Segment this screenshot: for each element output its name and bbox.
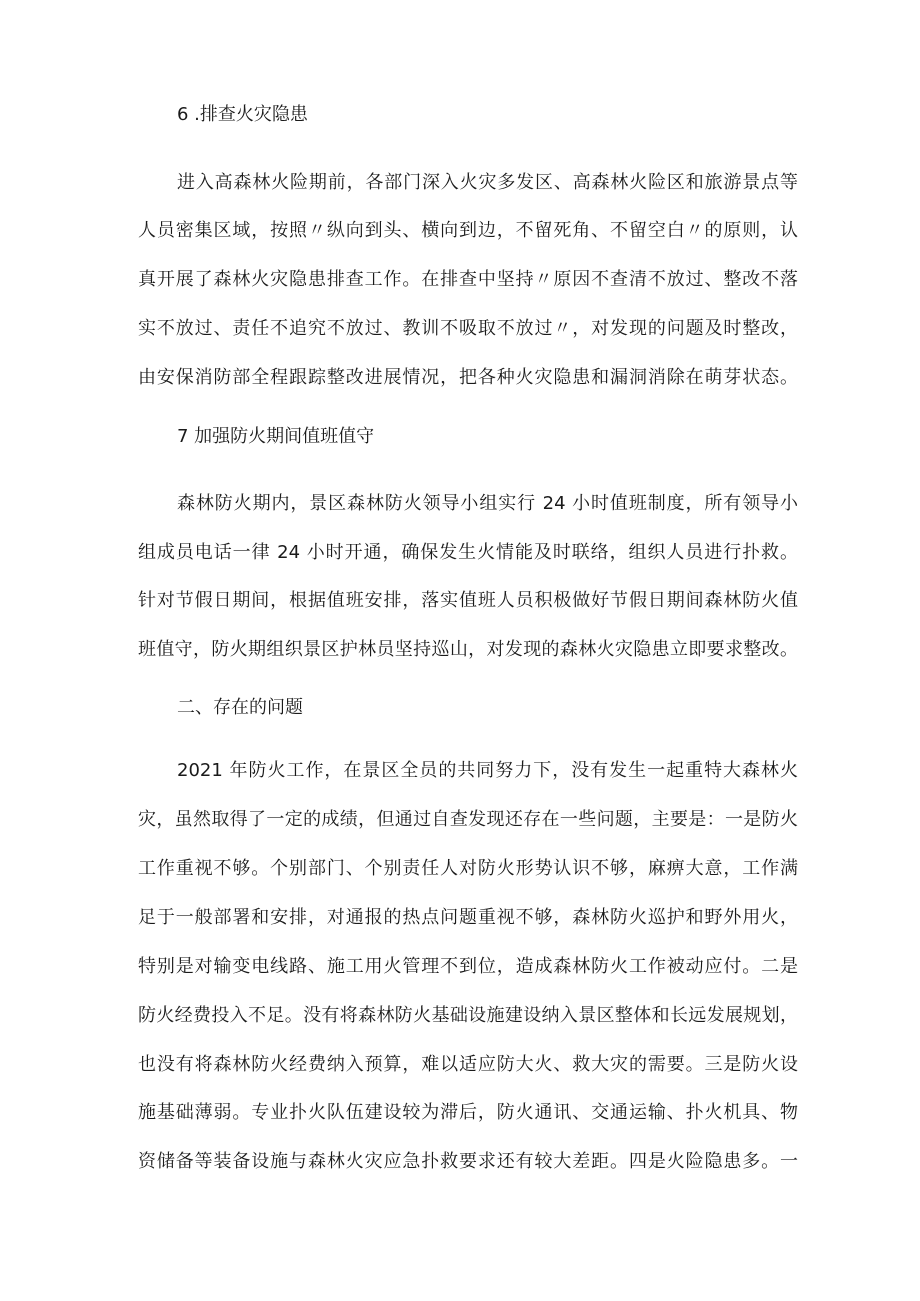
- section-heading-6: 6 .排查火灾隐患: [177, 104, 308, 125]
- section-heading-problems: 二、存在的问题: [177, 697, 303, 718]
- paragraph-line: 施基础薄弱。专业扑火队伍建设较为滞后，防火通讯、交通运输、扑火机具、物: [138, 1102, 798, 1123]
- paragraph-line: 特别是对输变电线路、施工用火管理不到位，造成森林防火工作被动应付。二是: [138, 956, 798, 977]
- paragraph-line: 真开展了森林火灾隐患排查工作。在排查中坚持〃原因不查清不放过、整改不落: [138, 269, 798, 290]
- paragraph-line: 森林防火期内，景区森林防火领导小组实行 24 小时值班制度，所有领导小: [177, 493, 798, 514]
- paragraph-line: 由安保消防部全程跟踪整改进展情况，把各种火灾隐患和漏洞消除在萌芽状态。: [138, 367, 798, 388]
- paragraph-line: 人员密集区域，按照〃纵向到头、横向到边，不留死角、不留空白〃的原则，认: [138, 220, 798, 241]
- paragraph-line: 也没有将森林防火经费纳入预算，难以适应防大火、救大灾的需要。三是防火设: [138, 1054, 798, 1075]
- paragraph-line: 防火经费投入不足。没有将森林防火基础设施建设纳入景区整体和长远发展规划，: [138, 1005, 798, 1026]
- paragraph-line: 组成员电话一律 24 小时开通，确保发生火情能及时联络，组织人员进行扑救。: [138, 542, 798, 563]
- paragraph-line: 2021 年防火工作，在景区全员的共同努力下，没有发生一起重特大森林火: [177, 760, 798, 781]
- paragraph-line: 足于一般部署和安排，对通报的热点问题重视不够，森林防火巡护和野外用火，: [138, 907, 798, 928]
- paragraph-line: 班值守，防火期组织景区护林员坚持巡山，对发现的森林火灾隐患立即要求整改。: [138, 639, 798, 660]
- paragraph-line: 工作重视不够。个别部门、个别责任人对防火形势认识不够，麻痹大意，工作满: [138, 858, 798, 879]
- paragraph-line: 针对节假日期间，根据值班安排，落实值班人员积极做好节假日期间森林防火值: [138, 590, 798, 611]
- paragraph-line: 实不放过、责任不追究不放过、教训不吸取不放过〃，对发现的问题及时整改，: [138, 318, 798, 339]
- paragraph-line: 灾，虽然取得了一定的成绩，但通过自查发现还存在一些问题，主要是：一是防火: [138, 809, 798, 830]
- paragraph-line: 进入高森林火险期前，各部门深入火灾多发区、高森林火险区和旅游景点等: [177, 172, 798, 193]
- section-heading-7: 7 加强防火期间值班值守: [177, 426, 375, 447]
- paragraph-line: 资储备等装备设施与森林火灾应急扑救要求还有较大差距。四是火险隐患多。一: [138, 1151, 798, 1172]
